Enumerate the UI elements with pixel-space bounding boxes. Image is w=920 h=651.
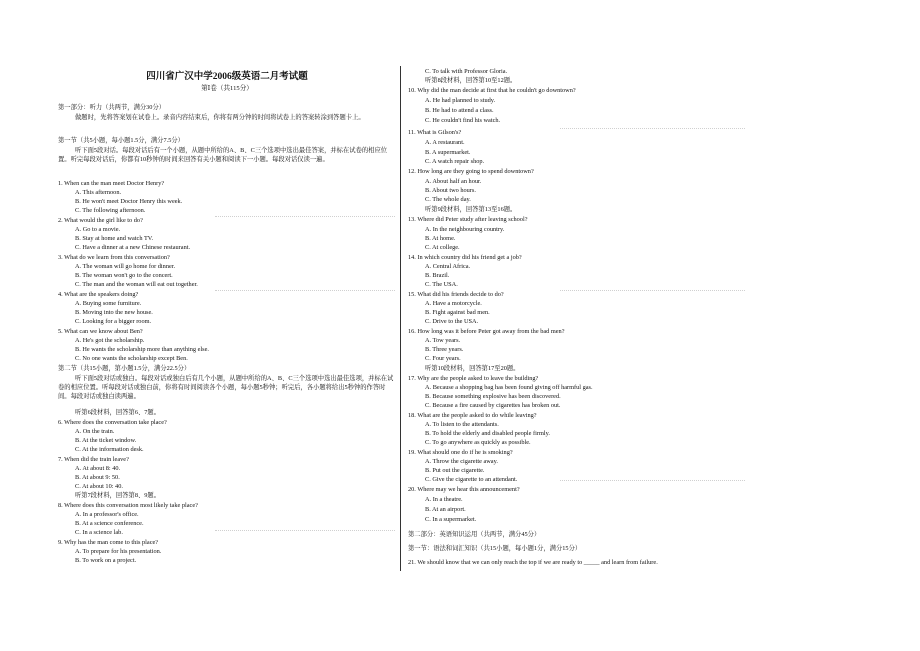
question-option: A. To prepare for his presentation. <box>75 548 162 555</box>
question-option: C. He couldn't find his watch. <box>425 117 501 124</box>
question-option: A. At about 8: 40. <box>75 465 121 472</box>
question-option: B. About two hours. <box>425 187 476 194</box>
question-option: B. Fight against bad men. <box>425 309 490 316</box>
exam-title: 四川省广汉中学2006级英语二月考试题 <box>146 72 308 82</box>
faint-rule <box>215 290 395 291</box>
question-option: B. He had to attend a class. <box>425 107 494 114</box>
question-option: C. Have a dinner at a new Chinese restaurant. <box>75 244 191 251</box>
question-stem: 2. What would the girl like to do? <box>58 217 143 224</box>
question-option: B. Brazil. <box>425 272 450 279</box>
question-stem: 7. When did the train leave? <box>58 456 129 463</box>
question-option: B. Because something explosive has been discovered. <box>425 393 561 400</box>
question-option: C. Drive to the USA. <box>425 318 479 325</box>
question-option: C. At college. <box>425 244 460 251</box>
question-option: C. Because a fire caused by cigarettes has broken out. <box>425 402 561 409</box>
question-option: C. A watch repair shop. <box>425 158 485 165</box>
section2-heading: 第二节（共15小题，第小题1.5分，满分22.5分） <box>58 365 191 372</box>
listening-note: 听第9段材料，回答第13至16题。 <box>425 206 517 213</box>
question-option: C. The USA. <box>425 281 458 288</box>
question-option: A. On the train. <box>75 428 115 435</box>
question-option: B. At home. <box>425 235 456 242</box>
faint-rule <box>560 290 745 291</box>
question-option: C. The man and the woman will eat out together. <box>75 281 198 288</box>
question-stem: 11. What is Gilson's? <box>408 129 462 136</box>
question-option: A. A restaurant. <box>425 139 465 146</box>
question-option: A. He had planned to study. <box>425 97 496 104</box>
part1-heading: 第一部分：听力（共两节，满分30分） <box>58 104 166 111</box>
question-option: A. In a theatre. <box>425 496 463 503</box>
question-option: B. Stay at home and watch TV. <box>75 235 154 242</box>
question-option: C. No one wants the scholarship except Ben. <box>75 355 188 362</box>
listening-note: 听第10段材料，回答第17至20题。 <box>425 365 520 372</box>
exam-subtitle: 第Ⅰ卷（共115分） <box>201 85 253 92</box>
question-option: A. Have a motorcycle. <box>425 300 482 307</box>
section1-heading: 第一节（共5小题，每小题1.5分，满分7.5分） <box>58 137 184 144</box>
question-option: B. At a science conference. <box>75 520 144 527</box>
listening-note: 听第8段材料，回答第10至12题。 <box>425 77 517 84</box>
question-stem: 1. When can the man meet Doctor Henry? <box>58 180 165 187</box>
question-option: B. At the ticket window. <box>75 437 137 444</box>
question-option: B. Three years. <box>425 346 464 353</box>
question-option: C. To go anywhere as quickly as possible. <box>425 439 531 446</box>
question-stem: 6. Where does the conversation take place? <box>58 419 167 426</box>
question-option: B. He wants the scholarship more than anything else. <box>75 346 209 353</box>
question-option: A. This afternoon. <box>75 189 122 196</box>
listening-note: 听第6段材料，回答第6、7题。 <box>75 409 161 416</box>
part2-section1-heading: 第一节：语法和词汇知识（共15小题，每小题1分，满分15分） <box>408 545 582 552</box>
question-stem: 20. Where may we hear this announcement? <box>408 486 520 493</box>
question-option: A. In a professor's office. <box>75 511 139 518</box>
question-option: B. Moving into the new house. <box>75 309 153 316</box>
question-option: A. Central Africa. <box>425 263 471 270</box>
question-option: C. The whole day. <box>425 196 471 203</box>
question-stem: 21. We should know that we can only reach the top if we are ready to _____ and learn from failure. <box>408 559 658 566</box>
question-option: B. He won't meet Doctor Henry this week. <box>75 198 183 205</box>
question-option: A. Because a shopping bag has been found giving off harmful gas. <box>425 384 593 391</box>
faint-rule <box>215 530 395 531</box>
question-option: B. A supermarket. <box>425 149 471 156</box>
question-option: B. To hold the elderly and disabled people firmly. <box>425 430 550 437</box>
part1-intro: 做题时，先将答案划在试卷上。录音内容结束后，你将有两分钟的时间将试卷上的答案转涂到答题卡上。 <box>75 114 365 121</box>
question-option: B. To work on a project. <box>75 557 137 564</box>
question-option: A. The woman will go home for dinner. <box>75 263 176 270</box>
question-stem: 14. In which country did his friend get a job? <box>408 254 522 261</box>
faint-rule <box>560 128 745 129</box>
question-option: B. At an airport. <box>425 506 466 513</box>
question-stem: 3. What do we learn from this conversation? <box>58 254 170 261</box>
question-stem: 5. What can we know about Ben? <box>58 328 143 335</box>
question-option: A. In the neighbouring country. <box>425 226 505 233</box>
question-stem: 12. How long are they going to spend downtown? <box>408 168 534 175</box>
column-divider <box>400 66 401 571</box>
question-stem: 4. What are the speakers doing? <box>58 291 139 298</box>
question-option: B. At about 9: 50. <box>75 474 120 481</box>
question-stem: 19. What should one do if he is smoking? <box>408 449 513 456</box>
question-option: C. In a supermarket. <box>425 516 477 523</box>
question-option: C. Looking for a bigger room. <box>75 318 152 325</box>
question-stem: 17. Why are the people asked to leave the building? <box>408 375 539 382</box>
question-option: A. To listen to the attendants. <box>425 421 499 428</box>
question-option: C. Four years. <box>425 355 461 362</box>
part2-heading: 第二部分：英语知识运用（共两节，满分45分） <box>408 531 541 538</box>
question-option: C. At the information desk. <box>75 446 144 453</box>
question-option: C. To talk with Professor Gloria. <box>425 68 508 75</box>
question-option: A. He's got the scholarship. <box>75 337 145 344</box>
question-stem: 13. Where did Peter study after leaving school? <box>408 216 528 223</box>
question-option: A. Go to a movie. <box>75 226 121 233</box>
question-option: A. Tow years. <box>425 337 461 344</box>
question-option: B. The woman won't go to the concert. <box>75 272 173 279</box>
question-option: C. In a science lab. <box>75 529 123 536</box>
question-option: B. Put out the cigarette. <box>425 467 485 474</box>
question-stem: 15. What did his friends decide to do? <box>408 291 504 298</box>
question-stem: 8. Where does this conversation most likely take place? <box>58 502 198 509</box>
section2-intro: 听下面5段对话或独白。每段对话或独白后有几个小题，从题中所给的A、B、C三个选项中选出最佳选项，并标在试卷的相应位置。听每段对话或独白前，你将有时间阅读各个小题，每小题5秒钟；听完后，各小题将给出5秒钟的作答时间。每段对话或独白读两遍。 <box>58 375 394 400</box>
question-stem: 9. Why has the man come to this place? <box>58 539 159 546</box>
question-stem: 18. What are the people asked to do while leaving? <box>408 412 537 419</box>
question-option: A. About half an hour. <box>425 178 482 185</box>
question-option: C. At about 10: 40. <box>75 483 123 490</box>
question-option: A. Throw the cigarette away. <box>425 458 498 465</box>
question-stem: 16. How long was it before Peter got away from the bad men? <box>408 328 565 335</box>
question-stem: 10. Why did the man decide at first that he couldn't go downtown? <box>408 87 576 94</box>
section1-intro: 听下面5段对话。每段对话后有一个小题，从题中所给的A、B、C三个选项中选出最佳答案，并标在试卷的相应位置。听完每段对话后，你都有10秒钟的时间来回答有关小题和阅读下一小题。每段对话仅读一遍。 <box>58 147 388 163</box>
faint-rule <box>215 216 395 217</box>
listening-note: 听第7段材料，回答第8、9题。 <box>75 492 161 499</box>
question-option: C. The following afternoon. <box>75 207 146 214</box>
faint-rule <box>560 480 745 481</box>
question-option: A. Buying some furniture. <box>75 300 142 307</box>
question-option: C. Give the cigarette to an attendant. <box>425 476 518 483</box>
